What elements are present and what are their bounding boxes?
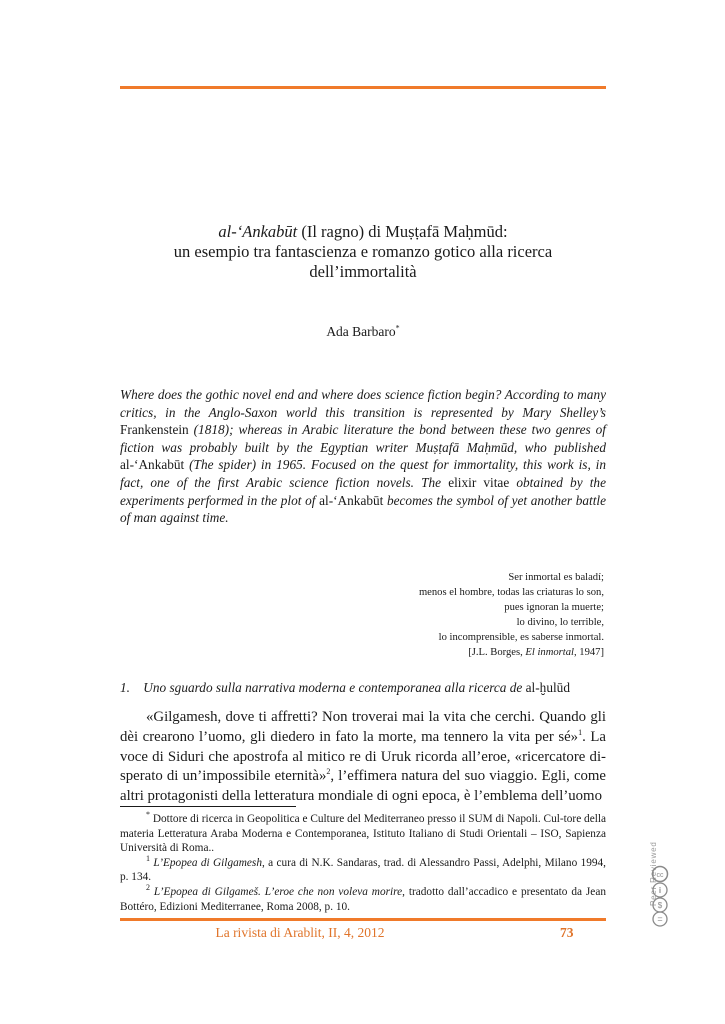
epigraph-line: lo incomprensible, es saberse inmortal. <box>438 632 604 643</box>
section-number: 1. <box>120 680 130 695</box>
footnote-mark: 2 <box>146 883 150 893</box>
abstract-text: Where does the gothic novel end and where does science fiction begin? According to many critics, in the Anglo-Saxon world this transition is represented by Mary Shelley’s <box>120 387 606 420</box>
citation-year: , 1947] <box>573 647 604 658</box>
footnote-separator <box>120 806 296 807</box>
footer-rule <box>120 918 606 921</box>
abstract-text: obtained by the experiments performed in the plot of <box>120 474 606 508</box>
section-term: al-ḫulūd <box>525 680 570 695</box>
footnote-text: Dottore di ricerca in Geopolitica e Culture del Mediterraneo presso il SUM di Napoli. Cul-tore della materia Letteratura Araba Moderna e Contemporanea, Istituto Italiano di Studi Orientali – ISO, Sapienza Università di Roma.. <box>120 813 606 855</box>
epigraph <box>419 570 604 660</box>
epigraph-citation <box>419 645 604 660</box>
attribution-icon: i <box>658 886 662 895</box>
citation-author: [J.L. Borges, <box>468 647 526 658</box>
title-italic: al-‘Ankabūt <box>218 222 298 241</box>
title-line1: (Il ragno) di Muṣṭafā Maḥmūd: <box>297 222 508 241</box>
section-heading <box>120 680 610 696</box>
citation-title: El inmortal <box>525 647 574 658</box>
noncommercial-icon: $ <box>657 901 663 910</box>
abstract-title-ankabut: al-‘Ankabūt <box>319 492 384 508</box>
abstract-text: becomes the symbol of yet another battle of man against time. <box>120 492 606 526</box>
footnote-mark: * <box>146 810 150 820</box>
footnote-mark: 1 <box>146 854 150 864</box>
footnote-text: , tradotto dall’accadico e presentato da Jean Bottéro, Edizioni Mediterranee, Roma 2008, p. 10. <box>120 885 606 913</box>
header-rule <box>120 86 606 89</box>
footnotes <box>120 812 606 914</box>
author-name: Ada Barbaro <box>326 324 396 339</box>
epigraph-line: menos el hombre, todas las criaturas lo son, <box>418 587 604 598</box>
abstract-term-elixir: elixir vitae <box>448 474 510 490</box>
abstract-title-frankenstein: Frankenstein <box>120 422 189 438</box>
paragraph-text: . La voce di Siduri che apostrofa al mitico re di Uruk ricorda all’eroe, «ricercatore di-sperato di un’impossibile eternità» <box>120 728 606 785</box>
article-title <box>120 222 606 282</box>
footnote-text: , a cura di N.K. Sandaras, trad. di Alessandro Passi, Adelphi, Milano 1994, p. 134. <box>120 856 606 884</box>
footnote-ref: 2 <box>326 767 331 777</box>
footer-journal: La rivista di Arablit, II, 4, 2012 <box>215 925 385 940</box>
section-title: Uno sguardo sulla narrativa moderna e contemporanea alla ricerca de <box>143 680 526 695</box>
epigraph-line: Ser inmortal es baladí; <box>508 572 604 583</box>
footnote-2 <box>120 885 606 914</box>
footnote-author <box>120 812 606 856</box>
footnote-title: L’Epopea di Gilgameš. L’eroe che non voleva morire <box>153 885 403 898</box>
abstract-title-ankabut: al-‘Ankabūt <box>120 457 185 473</box>
footnote-title: L’Epopea di Gilgamesh <box>153 856 262 869</box>
paragraph-text: , l’effimera natura del suo viaggio. Egli, come altri protagonisti della letteratura mondiale di ogni epoca, è l’emblema dell’uomo <box>120 768 606 805</box>
title-line3: dell’immortalità <box>309 262 417 281</box>
paragraph-text: «Gilgamesh, dove ti affretti? Non troverai mai la vita che cerchi. Quando gli dèi crearono l’uomo, gli diedero in fato la morte, ma tennero la vita per sé» <box>120 709 606 745</box>
abstract-text: (1818); whereas in Arabic literature the bond between these two genres of fiction was probably built by the Egyptian writer Muṣṭafā Maḥmūd, who published <box>120 422 606 455</box>
epigraph-line: lo divino, lo terrible, <box>516 617 604 628</box>
cc-text-icon: cc <box>656 872 664 879</box>
noderivs-icon: = <box>657 914 663 924</box>
author <box>120 324 606 340</box>
title-line2: un esempio tra fantascienza e romanzo gotico alla ricerca <box>173 242 553 261</box>
author-footnote-mark: * <box>395 323 400 333</box>
abstract-text: (The spider) in 1965. Focused on the quest for immortality, this work is, in fact, one of the first Arabic science fiction novels. The <box>120 457 606 490</box>
cc-license-icon <box>651 865 669 927</box>
page-number: 73 <box>560 925 574 940</box>
paragraph <box>120 708 606 807</box>
body-text <box>120 708 606 807</box>
epigraph-line: pues ignoran la muerte; <box>504 602 604 613</box>
footnote-ref: 1 <box>578 727 583 737</box>
peer-reviewed-label: Peer Reviewed <box>649 841 658 906</box>
footnote-1 <box>120 856 606 885</box>
abstract <box>120 386 606 527</box>
